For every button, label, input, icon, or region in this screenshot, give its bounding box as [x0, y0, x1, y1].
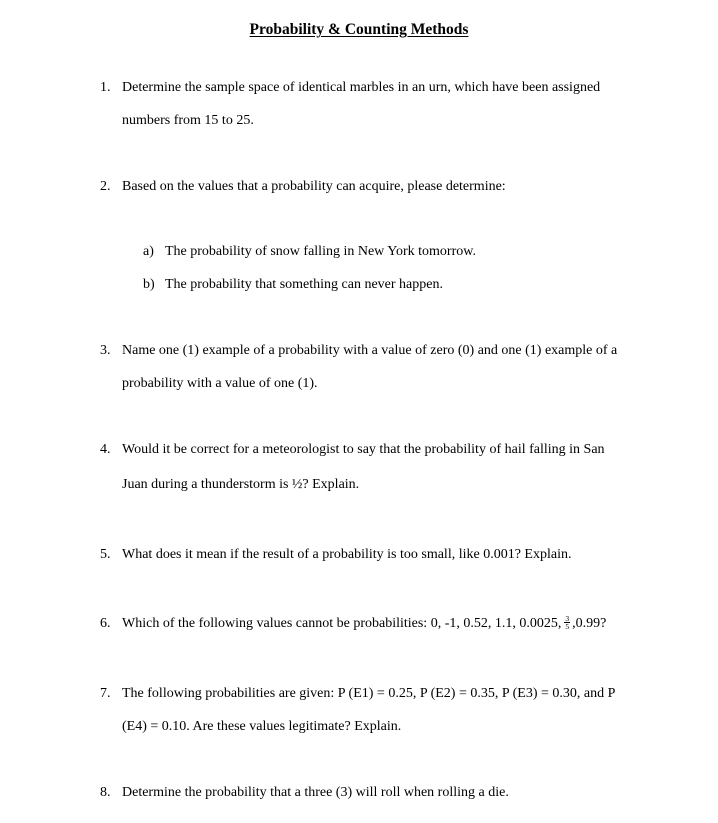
question-7-number: 7. — [100, 686, 111, 701]
question-5-number: 5. — [100, 547, 111, 562]
question-5-line-1: What does it mean if the result of a probability is too small, like 0.001? Explain. — [122, 547, 572, 562]
question-3-number: 3. — [100, 343, 111, 358]
question-2-subitem-a-text: The probability of snow falling in New York tomorrow. — [165, 244, 476, 259]
question-4-line-2: Juan during a thunderstorm is ½? Explain. — [122, 477, 360, 492]
question-6-number: 6. — [100, 616, 111, 631]
question-2-number: 2. — [100, 179, 111, 194]
question-7-line-2: (E4) = 0.10. Are these values legitimate? Explain. — [122, 719, 402, 734]
question-3-line-2: probability with a value of one (1). — [122, 376, 318, 391]
fraction-numerator: 3 — [565, 614, 570, 624]
question-1-line-2: numbers from 15 to 25. — [122, 113, 254, 128]
fraction-denominator: 5 — [565, 622, 570, 632]
question-6-text-after: ,0.99? — [572, 616, 607, 631]
question-2-subitem-a-label: a) — [143, 244, 154, 259]
question-6-text-before: Which of the following values cannot be probabilities: 0, -1, 0.52, 1.1, 0.0025, — [122, 616, 562, 631]
page-title: Probability & Counting Methods — [249, 21, 469, 38]
question-7-line-1: The following probabilities are given: P (E1) = 0.25, P (E2) = 0.35, P (E3) = 0.30, and P — [122, 686, 616, 701]
question-2-subitem-b-label: b) — [143, 277, 155, 292]
fraction — [564, 615, 570, 630]
question-8-line-1: Determine the probability that a three (3) will roll when rolling a die. — [122, 785, 509, 800]
question-6-line-1 — [122, 615, 606, 633]
question-2-subitem-b-text: The probability that something can never happen. — [165, 277, 443, 292]
question-4-line-1: Would it be correct for a meteorologist to say that the probability of hail falling in San — [122, 442, 605, 457]
question-1-number: 1. — [100, 80, 111, 95]
question-2-line-1: Based on the values that a probability can acquire, please determine: — [122, 179, 506, 194]
question-8-number: 8. — [100, 785, 111, 800]
question-3-line-1: Name one (1) example of a probability with a value of zero (0) and one (1) example of a — [122, 343, 618, 358]
question-4-number: 4. — [100, 442, 111, 457]
question-1-line-1: Determine the sample space of identical marbles in an urn, which have been assigned — [122, 80, 601, 95]
